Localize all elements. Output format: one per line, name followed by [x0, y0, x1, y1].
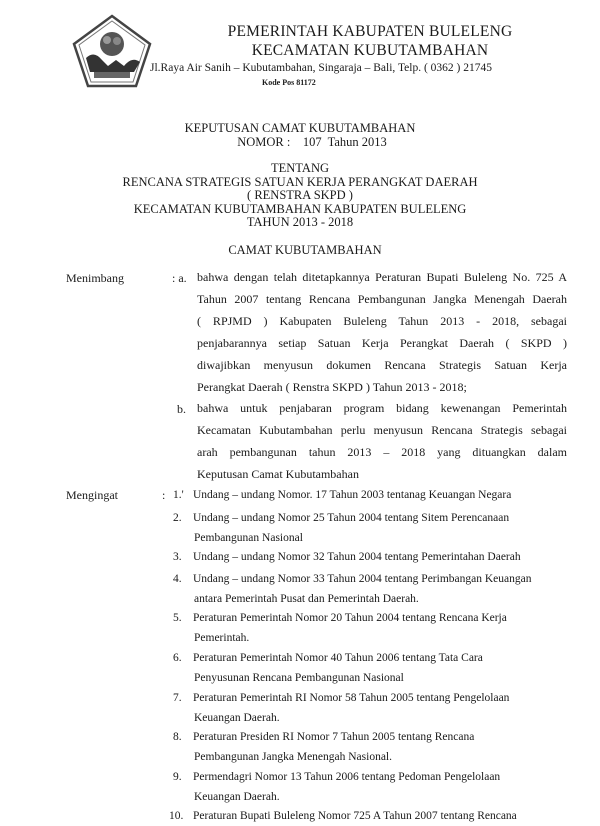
item-text: Undang – undang Nomor 32 Tahun 2004 tentang Pemerintahan Daerah: [193, 551, 521, 563]
subject-line-1: RENCANA STRATEGIS SATUAN KERJA PERANGKAT DAERAH: [122, 174, 478, 189]
item-number: 7.: [173, 692, 182, 704]
legal-basis-item: [173, 767, 573, 807]
item-text: Peraturan Pemerintah Nomor 20 Tahun 2004 tentang Rencana Kerja: [193, 612, 507, 624]
item-text: Peraturan Pemerintah Nomor 40 Tahun 2006 tentang Tata Cara: [193, 652, 483, 664]
point-a-line: Perangkat Daerah ( Renstra SKPD ) Tahun 2013 - 2018;: [197, 380, 467, 394]
point-b-line: bahwa untuk penjabaran program bidang kewenangan Pemerintah: [197, 401, 567, 415]
official-title: [5, 243, 600, 257]
letterhead-district: KECAMATAN KUBUTAMBAHAN: [251, 42, 489, 59]
item-text: Peraturan Bupati Buleleng Nomor 725 A Tahun 2007 tentang Rencana: [193, 810, 517, 822]
considering-point-a: [197, 266, 567, 398]
point-a-line: diwajibkan menyusun dokumen Rencana Strategis Satuan Kerja: [197, 358, 567, 372]
item-text: Undang – undang Nomor. 17 Tahun 2003 tentanag Keuangan Negara: [193, 489, 512, 501]
item-text-continued: Penyusunan Rencana Pembangunan Nasional: [194, 672, 404, 684]
letterhead-address: Jl.Raya Air Sanih – Kubutambahan, Singaraja – Bali, Telp. ( 0362 ) 21745: [150, 62, 493, 74]
legal-basis-item: [173, 648, 573, 688]
legal-basis-item: [169, 806, 573, 826]
item-number: 4.: [173, 573, 182, 585]
legal-basis-item: [173, 547, 573, 567]
item-text: Permendagri Nomor 13 Tahun 2006 tentang Pedoman Pengelolaan: [193, 771, 501, 783]
letterhead-postal-code: Kode Pos 81172: [262, 78, 316, 87]
considering-marker-a: : a.: [172, 271, 187, 285]
point-a-line: ( RPJMD ) Kabupaten Buleleng Tahun 2013 - 2018, sebagai: [197, 314, 567, 328]
point-a-line: Tahun 2007 tentang Rencana Pembangunan Jangka Menengah Daerah: [197, 292, 567, 306]
item-number: 10.: [169, 810, 184, 822]
recalling-label: Mengingat: [66, 488, 118, 502]
official-name: CAMAT KUBUTAMBAHAN: [228, 243, 382, 257]
item-number: 2.: [173, 512, 182, 524]
item-number: 6.: [173, 652, 182, 664]
regency-emblem-icon: [72, 14, 152, 88]
point-a-line: penjabarannya setiap Satuan Kerja Perangkat Daerah ( SKPD ): [197, 336, 567, 350]
item-text-continued: Pembangunan Nasional: [194, 532, 303, 544]
item-text: Peraturan Pemerintah RI Nomor 58 Tahun 2005 tentang Pengelolaan: [193, 692, 510, 704]
item-number: 5.: [173, 612, 182, 624]
considering-point-b: [197, 397, 567, 485]
item-number: 3.: [173, 551, 182, 563]
point-a-line: bahwa dengan telah ditetapkannya Peraturan Bupati Buleleng No. 725 A: [197, 270, 567, 284]
item-text-continued: antara Pemerintah Pusat dan Pemerintah Daerah.: [194, 593, 419, 605]
decree-name: KEPUTUSAN CAMAT KUBUTAMBAHAN: [184, 121, 416, 135]
item-number: 1.': [173, 489, 184, 501]
recalling-colon: :: [162, 488, 166, 502]
decree-number: [12, 135, 600, 149]
legal-basis-item: [173, 508, 573, 548]
letterhead-government: PEMERINTAH KABUPATEN BULELENG: [227, 23, 513, 40]
item-number: 9.: [173, 771, 182, 783]
item-text-continued: Pemerintah.: [194, 632, 250, 644]
legal-basis-item: [173, 727, 573, 767]
considering-label: Menimbang: [66, 271, 124, 285]
subject-line-4: TAHUN 2013 - 2018: [246, 215, 354, 229]
decree-title: [0, 121, 600, 135]
legal-basis-item: [173, 485, 573, 505]
point-b-line: Kecamatan Kubutambahan perlu menyusun Rencana Strategis sebagai: [197, 423, 567, 437]
item-text: Peraturan Presiden RI Nomor 7 Tahun 2005 tentang Rencana: [193, 731, 475, 743]
legal-basis-item: [173, 688, 573, 728]
item-text: Undang – undang Nomor 25 Tahun 2004 tentang Sitem Perencanaan: [193, 512, 510, 524]
decree-number-text: NOMOR : 107 Tahun 2013: [237, 135, 387, 149]
legal-basis-item: [173, 608, 573, 648]
about-label: TENTANG: [270, 161, 329, 175]
considering-marker-b: b.: [177, 402, 186, 416]
item-text: Undang – undang Nomor 33 Tahun 2004 tentang Perimbangan Keuangan: [193, 573, 532, 585]
item-text-continued: Pembangunan Jangka Menengah Nasional.: [194, 751, 393, 763]
decree-subject: [0, 162, 600, 230]
point-b-line: arah pembangunan tahun 2013 – 2018 yang dituangkan dalam: [197, 445, 567, 459]
point-b-line: Keputusan Camat Kubutambahan: [197, 467, 359, 481]
legal-basis-item: [173, 569, 573, 609]
item-number: 8.: [173, 731, 182, 743]
subject-line-3: KECAMATAN KUBUTAMBAHAN KABUPATEN BULELENG: [133, 201, 467, 216]
letterhead: [150, 22, 580, 87]
item-text-continued: Keuangan Daerah.: [194, 791, 280, 803]
item-text-continued: Keuangan Daerah.: [194, 712, 280, 724]
subject-line-2: ( RENSTRA SKPD ): [247, 188, 353, 202]
